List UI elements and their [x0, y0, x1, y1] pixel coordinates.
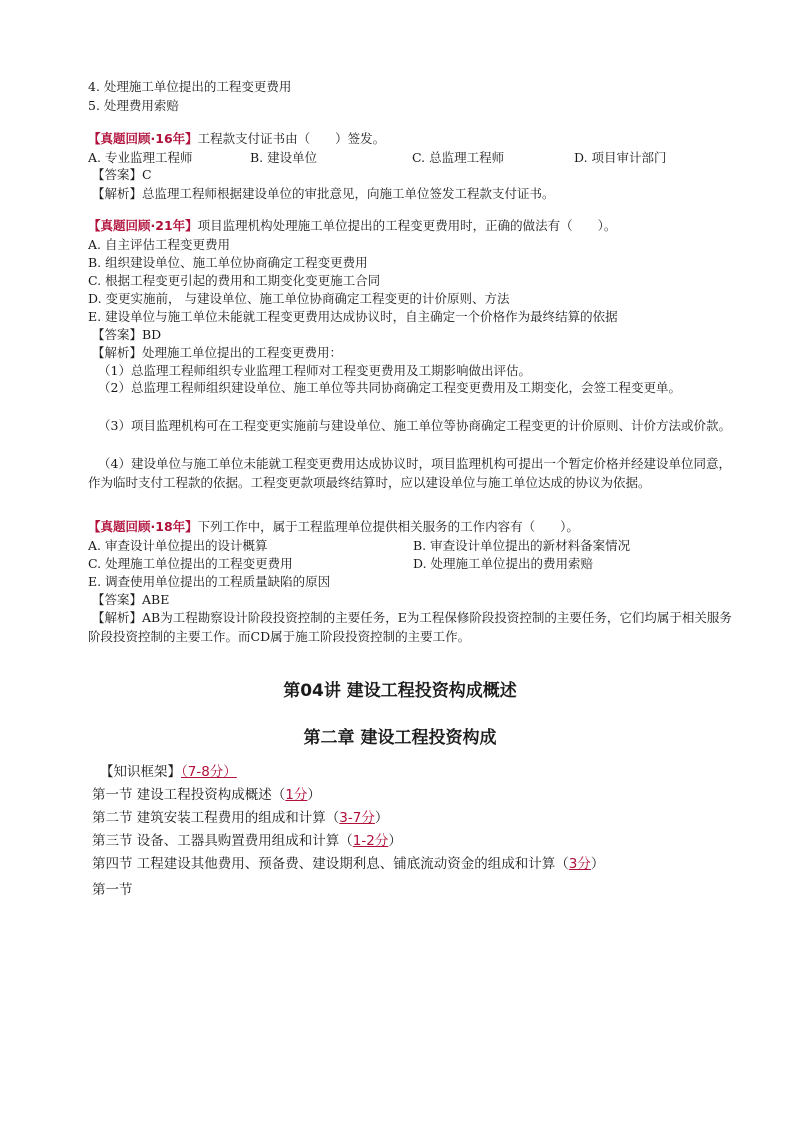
answer: 【答案】BD	[92, 327, 162, 342]
question-text: 下列工作中，属于工程监理单位提供相关服务的工作内容有（ ）。	[197, 519, 579, 534]
framework-score: （7-8分）	[181, 764, 237, 780]
question-text: 项目监理机构处理施工单位提出的工程变更费用时，正确的做法有（ ）。	[197, 218, 617, 233]
question-tag: 【真题回顾·18年】	[88, 519, 198, 534]
chapter-title: 第二章 建设工程投资构成	[303, 728, 497, 748]
list-item: 4. 处理施工单位提出的工程变更费用	[88, 79, 292, 94]
section-end: ）	[590, 856, 605, 872]
option: A. 自主评估工程变更费用	[88, 237, 230, 252]
section-score: 3分	[568, 856, 591, 872]
question-tag: 【真题回顾·16年】	[88, 131, 198, 146]
option: C. 处理施工单位提出的工程变更费用	[88, 556, 293, 571]
framework-section	[92, 855, 604, 873]
option: B. 审查设计单位提出的新材料备案情况	[413, 538, 631, 553]
option: A. 审查设计单位提出的设计概算	[88, 538, 268, 553]
analysis-point: （4）建设单位与施工单位未能就工程变更费用达成协议时，项目监理机构可提出一个暂定价格并经建设单位同意，作为临时支付工程款的依据。工程变更款项最终结算时，应以建设单位与施工单位达成的协议为依据。	[88, 456, 731, 490]
section-heading: 第一节	[92, 882, 133, 898]
option: C. 根据工程变更引起的费用和工期变化变更施工合同	[88, 273, 381, 288]
analysis-point: （2）总监理工程师组织建设单位、施工单位等共同协商确定工程变更费用及工期变化，会签工程变更单。	[98, 380, 681, 395]
framework-label	[100, 763, 237, 781]
list-item: 5. 处理费用索赔	[88, 98, 179, 113]
section-text: 第四节 工程建设其他费用、预备费、建设期利息、铺底流动资金的组成和计算（	[92, 856, 569, 872]
option: B. 建设单位	[250, 150, 318, 165]
section-text: 第二节 建筑安装工程费用的组成和计算（	[92, 810, 340, 826]
answer: 【答案】C	[92, 167, 152, 182]
question-tag: 【真题回顾·21年】	[88, 218, 198, 233]
framework-section	[92, 832, 402, 850]
question-text: 工程款支付证书由（ ）签发。	[197, 131, 386, 146]
question-stem	[88, 518, 579, 535]
option: D. 处理施工单位提出的费用索赔	[413, 556, 594, 571]
option: D. 变更实施前， 与建设单位、施工单位协商确定工程变更的计价原则、方法	[88, 291, 510, 306]
option-row	[88, 149, 667, 166]
option-row	[88, 555, 593, 572]
framework-section	[92, 786, 321, 804]
option: E. 调查使用单位提出的工程质量缺陷的原因	[88, 574, 331, 589]
analysis-point: （3）项目监理机构可在工程变更实施前与建设单位、施工单位等协商确定工程变更的计价原则、计价方法或价款。	[98, 418, 731, 433]
option-row	[88, 537, 630, 554]
section-score: 1-2分	[352, 833, 389, 849]
section-end: ）	[374, 810, 389, 826]
question-stem	[88, 217, 616, 234]
section-score: 1分	[285, 787, 308, 803]
option: A. 专业监理工程师	[88, 150, 193, 165]
analysis-head: 【解析】处理施工单位提出的工程变更费用：	[92, 345, 343, 360]
framework-section	[92, 809, 388, 827]
analysis: 【解析】总监理工程师根据建设单位的审批意见，向施工单位签发工程款支付证书。	[92, 186, 555, 201]
option: E. 建设单位与施工单位未能就工程变更费用达成协议时，自主确定一个价格作为最终结算的依据	[88, 309, 618, 324]
analysis: 【解析】AB为工程勘察设计阶段投资控制的主要任务，E为工程保修阶段投资控制的主要任务，它们均属于相关服务阶段投资控制的主要工作。而CD属于施工阶段投资控制的主要工作。	[88, 610, 732, 644]
analysis-point: （1）总监理工程师组织专业监理工程师对工程变更费用及工期影响做出评估。	[98, 363, 531, 378]
question-stem	[88, 130, 385, 147]
section-end: ）	[307, 787, 321, 803]
option: B. 组织建设单位、施工单位协商确定工程变更费用	[88, 255, 368, 270]
section-text: 第三节 设备、工器具购置费用组成和计算（	[92, 833, 353, 849]
section-score: 3-7分	[339, 810, 375, 826]
option: C. 总监理工程师	[412, 150, 505, 165]
option: D. 项目审计部门	[574, 150, 667, 165]
section-text: 第一节 建设工程投资构成概述（	[92, 787, 286, 803]
lecture-title: 第04讲 建设工程投资构成概述	[283, 681, 517, 701]
answer: 【答案】ABE	[92, 592, 170, 607]
framework-label-text: 【知识框架】	[100, 764, 181, 780]
section-end: ）	[388, 833, 402, 849]
